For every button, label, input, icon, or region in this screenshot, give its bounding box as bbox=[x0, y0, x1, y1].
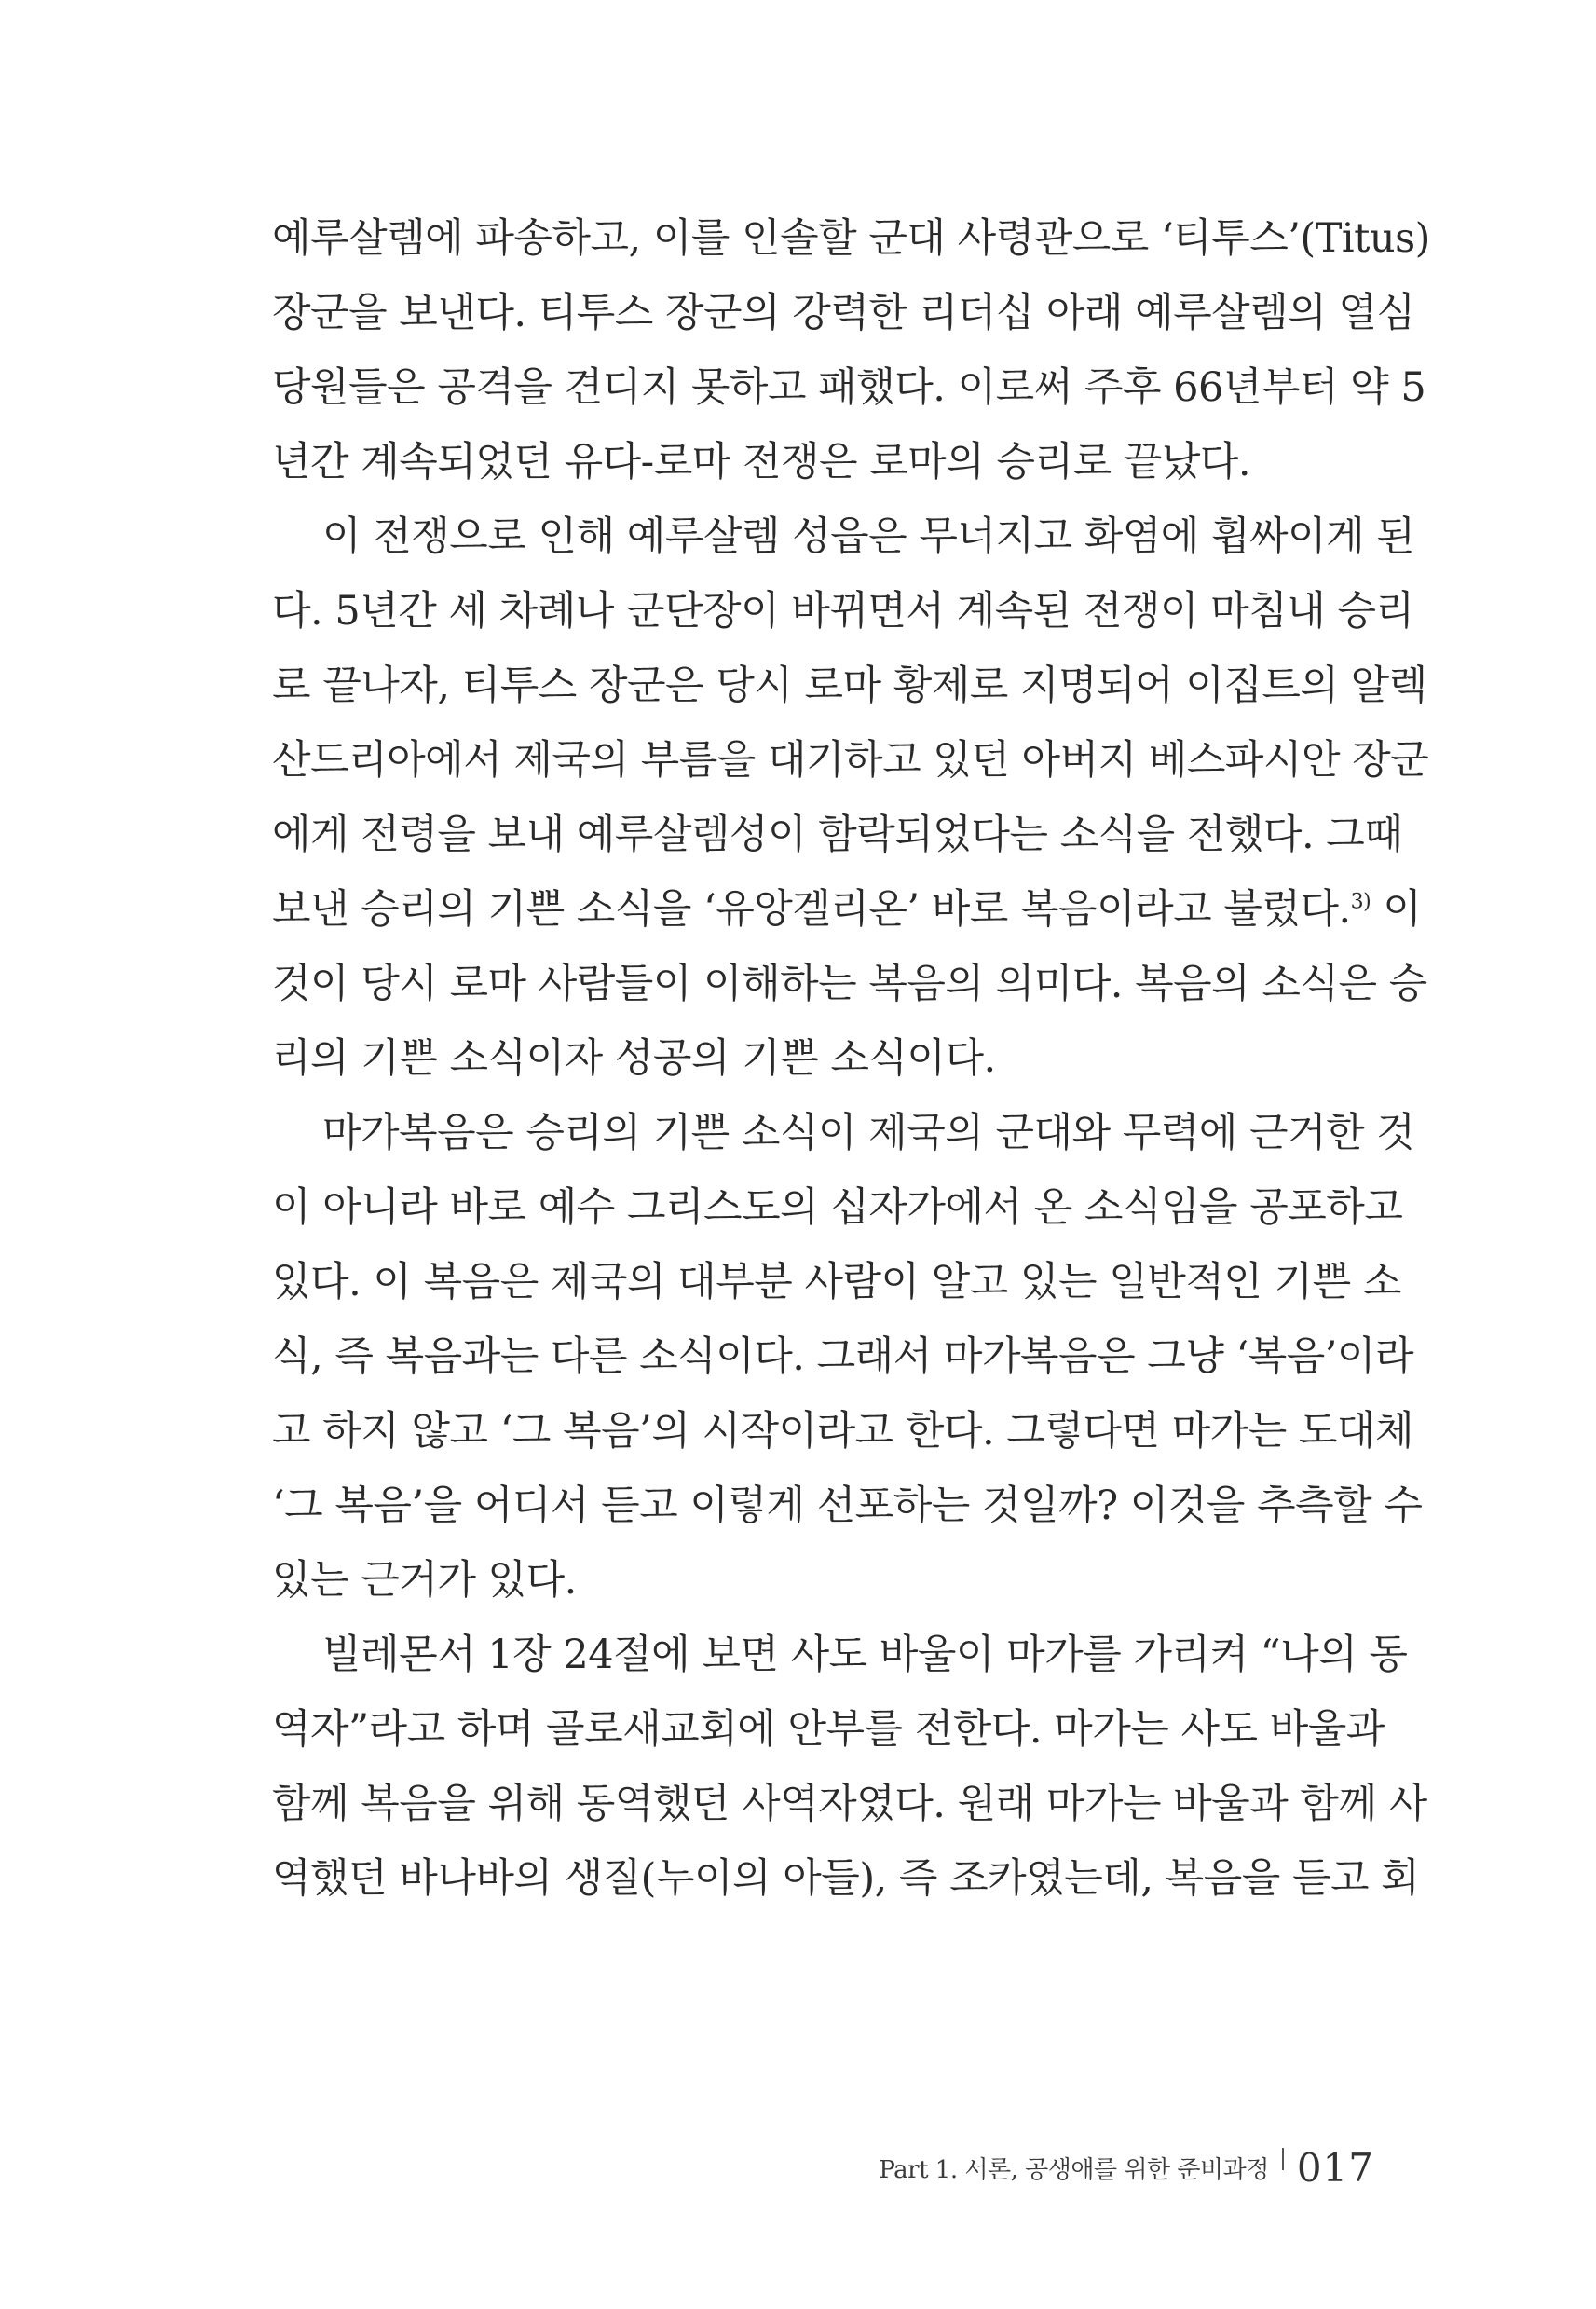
text-line: 식, 즉 복음과는 다른 소식이다. 그래서 마가복음은 그냥 ‘복음’이라 bbox=[272, 1333, 1414, 1380]
paragraph bbox=[272, 499, 1429, 1096]
text-line: 에게 전령을 보내 예루살렘성이 함락되었다는 소식을 전했다. 그때 bbox=[272, 812, 1403, 858]
body-text bbox=[272, 201, 1430, 1916]
text-line-end: 이 bbox=[1371, 886, 1422, 933]
text-line: 이 전쟁으로 인해 예루살렘 성읍은 무너지고 화염에 휩싸이게 된 bbox=[322, 513, 1415, 560]
text-line: 있다. 이 복음은 제국의 대부분 사람이 알고 있는 일반적인 기쁜 소 bbox=[272, 1259, 1401, 1305]
text-line: 당원들은 공격을 견디지 못하고 패했다. 이로써 주후 66년부터 약 5 bbox=[272, 364, 1426, 411]
text-line: 로 끝나자, 티투스 장군은 당시 로마 황제로 지명되어 이집트의 알렉 bbox=[272, 663, 1427, 709]
text-line: 역자”라고 하며 골로새교회에 안부를 전한다. 마가는 사도 바울과 bbox=[272, 1706, 1385, 1753]
text-line: 예루살렘에 파송하고, 이를 인솔할 군대 사령관으로 ‘티투스’(Titus) bbox=[272, 215, 1430, 262]
page-footer bbox=[879, 2141, 1374, 2193]
footnote-marker: 3) bbox=[1350, 890, 1371, 914]
text-line: 다. 5년간 세 차례나 군단장이 바뀌면서 계속된 전쟁이 마침내 승리 bbox=[272, 588, 1414, 635]
text-line-start: 보낸 승리의 기쁜 소식을 ‘유앙겔리온’ 바로 복음이라고 불렀다. bbox=[272, 886, 1351, 933]
paragraph bbox=[272, 201, 1430, 499]
paragraph bbox=[272, 1618, 1427, 1916]
text-line: 년간 계속되었던 유다-로마 전쟁은 로마의 승리로 끝났다. bbox=[272, 439, 1251, 485]
page-number: 017 bbox=[1296, 2144, 1374, 2191]
text-line: 고 하지 않고 ‘그 복음’의 시작이라고 한다. 그렇다면 마가는 도대체 bbox=[272, 1408, 1414, 1455]
text-line: 장군을 보낸다. 티투스 장군의 강력한 리더십 아래 예루살렘의 열심 bbox=[272, 290, 1415, 336]
text-line: ‘그 복음’을 어디서 듣고 이렇게 선포하는 것일까? 이것을 추측할 수 bbox=[272, 1482, 1423, 1529]
text-line: 함께 복음을 위해 동역했던 사역자였다. 원래 마가는 바울과 함께 사 bbox=[272, 1781, 1427, 1827]
text-line: 이 아니라 바로 예수 그리스도의 십자가에서 온 소식임을 공포하고 bbox=[272, 1184, 1403, 1231]
text-line: 마가복음은 승리의 기쁜 소식이 제국의 군대와 무력에 근거한 것 bbox=[322, 1110, 1415, 1156]
footer-divider bbox=[1282, 2148, 1284, 2170]
text-line: 산드리아에서 제국의 부름을 대기하고 있던 아버지 베스파시안 장군 bbox=[272, 737, 1429, 784]
text-line-with-footnote bbox=[272, 872, 1422, 947]
text-line: 역했던 바나바의 생질(누이의 아들), 즉 조카였는데, 복음을 듣고 회 bbox=[272, 1855, 1420, 1902]
text-line: 있는 근거가 있다. bbox=[272, 1557, 577, 1604]
text-line: 리의 기쁜 소식이자 성공의 기쁜 소식이다. bbox=[272, 1035, 996, 1082]
text-line: 빌레몬서 1장 24절에 보면 사도 바울이 마가를 가리켜 “나의 동 bbox=[322, 1632, 1408, 1678]
paragraph bbox=[272, 1096, 1423, 1618]
running-footer-title: Part 1. 서론, 공생애를 위한 준비과정 bbox=[879, 2155, 1269, 2184]
text-line: 것이 당시 로마 사람들이 이해하는 복음의 의미다. 복음의 소식은 승 bbox=[272, 961, 1427, 1007]
